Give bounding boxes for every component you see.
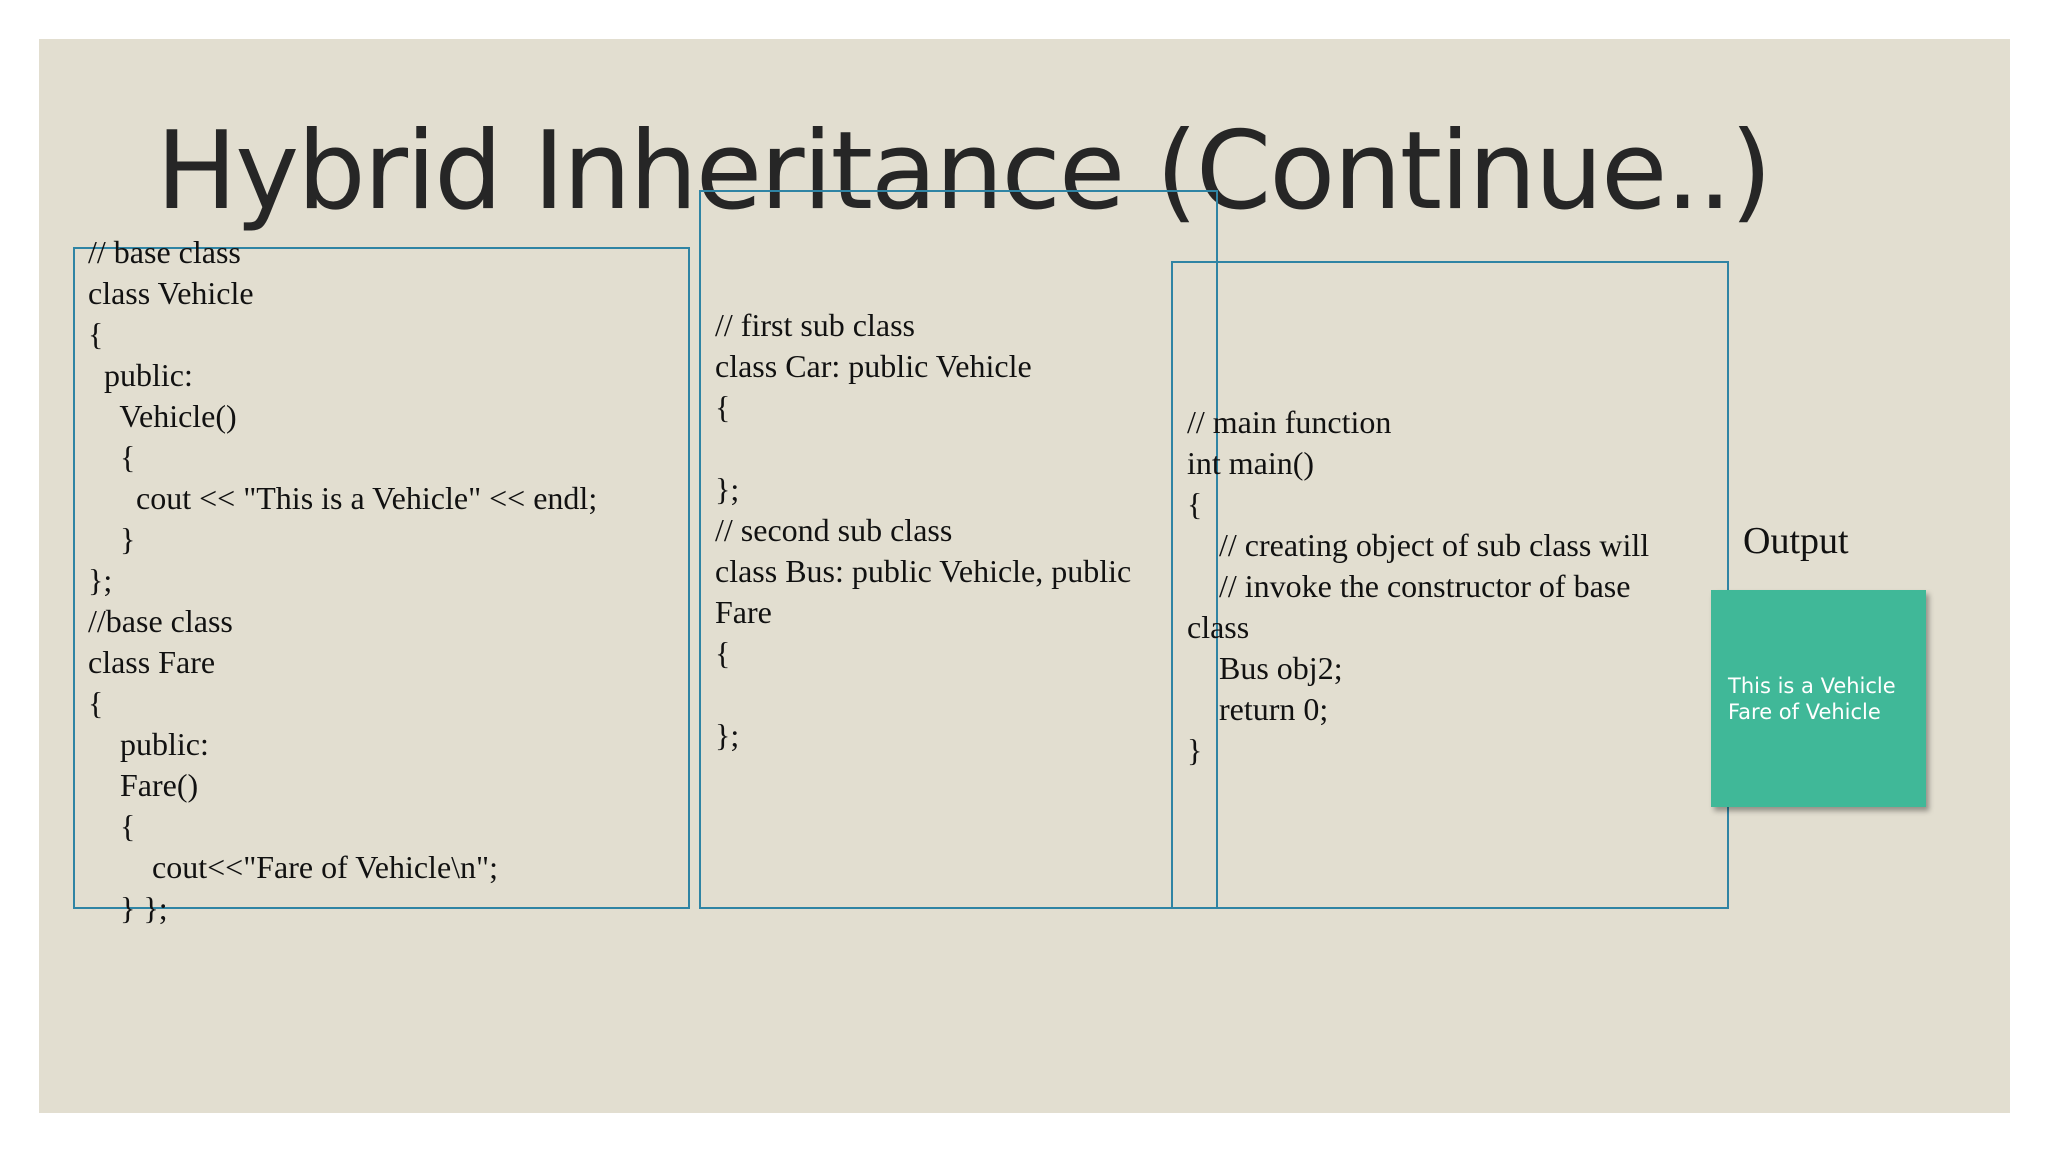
code-line: // main function [1187,404,1392,440]
output-label: Output [1743,520,1849,562]
code-line: // first sub class [715,307,915,343]
code-line: Fare [715,594,772,630]
code-line: { [1187,486,1203,522]
code-line: int main() [1187,445,1315,481]
base-classes-code [88,232,597,929]
output-text [1728,673,1896,725]
code-line: // base class [88,234,241,270]
code-line: Fare() [88,767,199,803]
code-line: public: [88,726,209,762]
code-line: class Car: public Vehicle [715,348,1032,384]
code-line: } }; [88,890,168,926]
code-line: { [88,316,104,352]
code-line: Fare of Vehicle [1728,700,1881,724]
code-line: // second sub class [715,512,953,548]
code-line: cout << "This is a Vehicle" << endl; [88,480,598,516]
code-line: class [1187,609,1250,645]
code-line: public: [88,357,193,393]
code-line: }; [88,562,113,598]
code-line: return 0; [1187,691,1329,727]
code-line: Bus obj2; [1187,650,1343,686]
code-line: { [715,389,731,425]
slide-title: Hybrid Inheritance (Continue..) [156,109,1771,234]
code-line: cout<<"Fare of Vehicle\n"; [88,849,498,885]
code-line: } [1187,732,1203,768]
sub-classes-code [715,305,1131,756]
code-line: class Fare [88,644,216,680]
code-line: }; [715,471,740,507]
code-line: class Vehicle [88,275,254,311]
code-line: { [88,808,136,844]
code-line: Vehicle() [88,398,237,434]
code-line: //base class [88,603,233,639]
code-line: } [88,521,136,557]
main-function-code [1187,402,1649,771]
code-line: { [88,685,104,721]
code-line: class Bus: public Vehicle, public [715,553,1132,589]
code-line: // creating object of sub class will [1187,527,1650,563]
code-line: }; [715,717,740,753]
code-line: // invoke the constructor of base [1187,568,1631,604]
code-line: { [715,635,731,671]
code-line: { [88,439,136,475]
code-line: This is a Vehicle [1728,674,1896,698]
